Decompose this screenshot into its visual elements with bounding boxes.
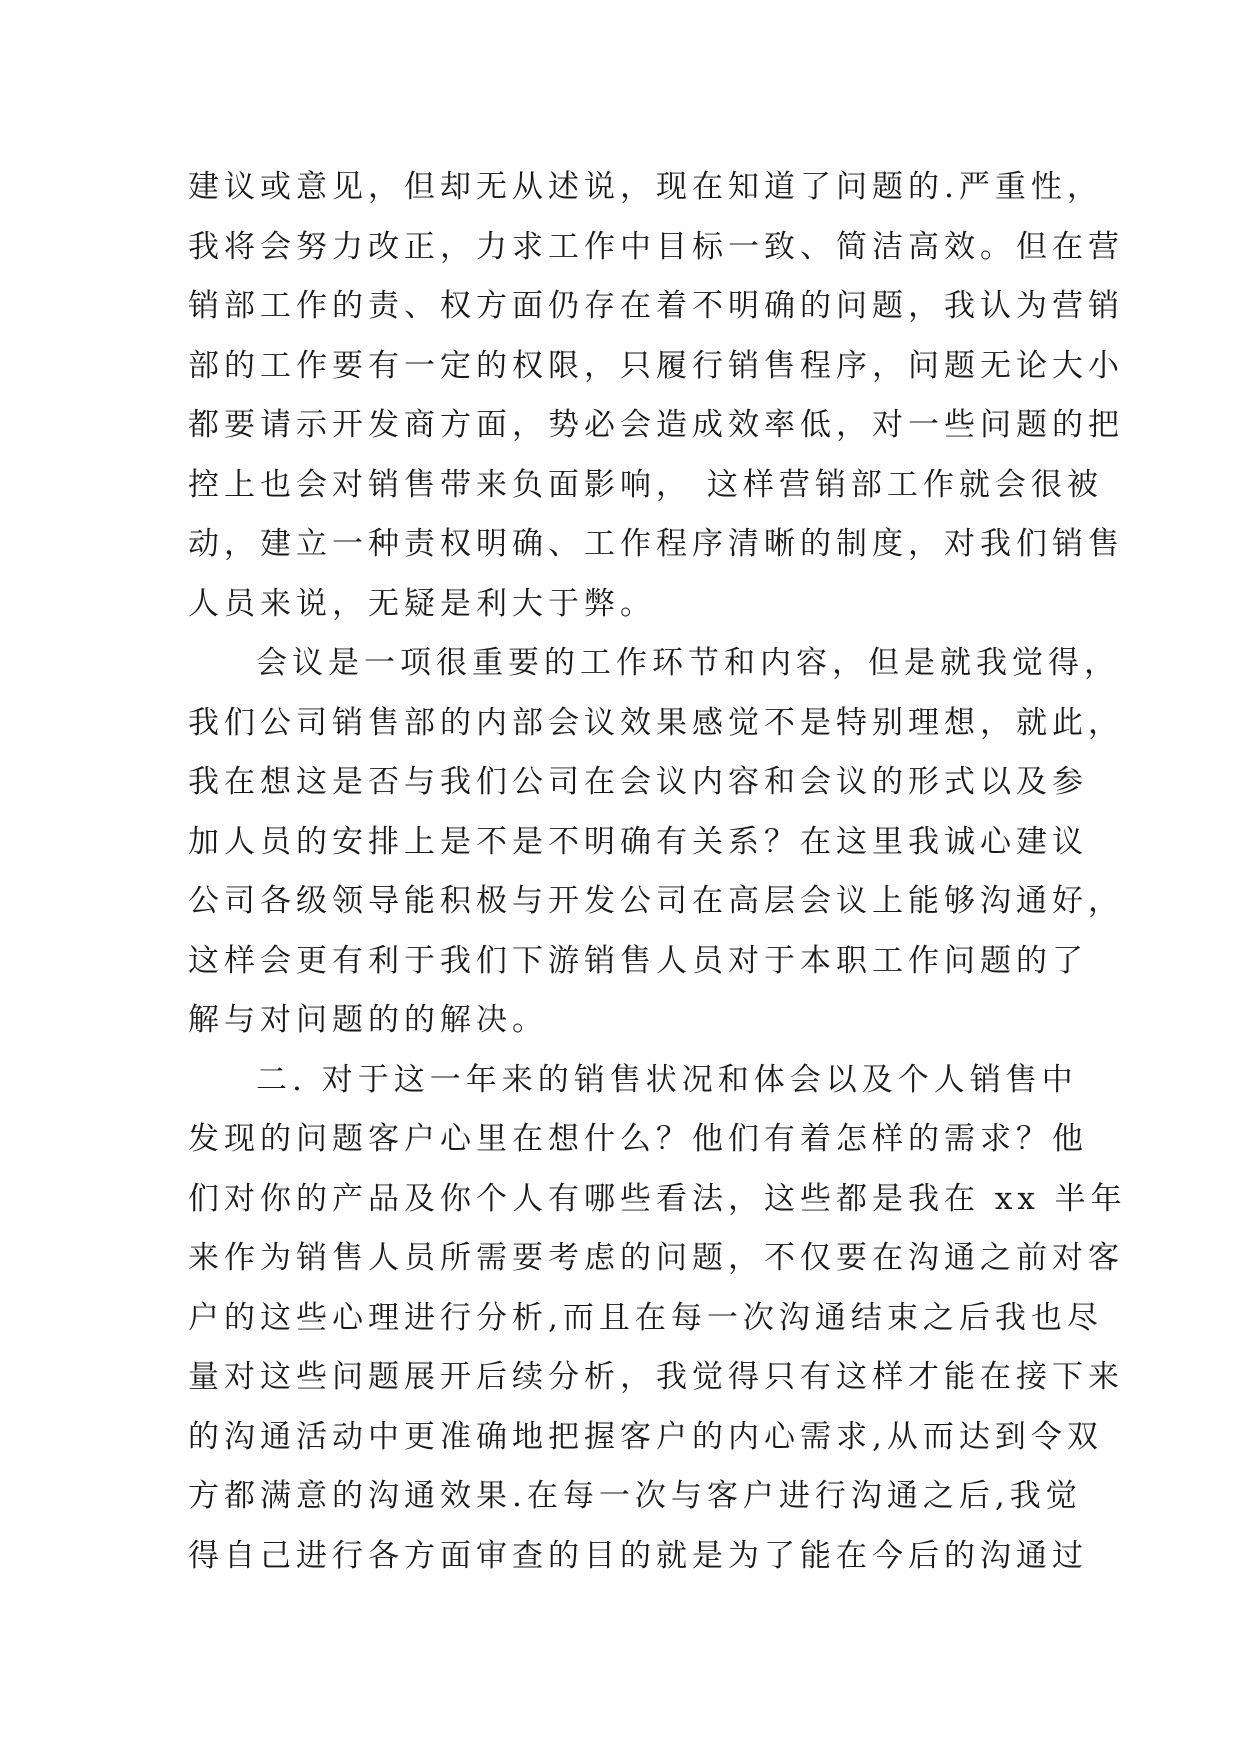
text-line: 公司各级领导能积极与开发公司在高层会议上能够沟通好， — [188, 883, 1124, 919]
text-line: 的沟通活动中更准确地把握客户的内心需求,从而达到令双 — [188, 1418, 1103, 1455]
text-line: 解与对问题的的解决。 — [188, 1002, 548, 1038]
text-line: 部的工作要有一定的权限，只履行销售程序，问题无论大小 — [188, 347, 1124, 384]
text-line: 销部工作的责、权方面仍存在着不明确的问题，我认为营销 — [188, 288, 1124, 324]
text-line: 加人员的安排上是不是不明确有关系？在这里我诚心建议 — [188, 823, 1088, 860]
text-line: 我将会努力改正，力求工作中目标一致、简洁高效。但在营 — [188, 228, 1124, 265]
text-line: 户的这些心理进行分析,而且在每一次沟通结束之后我也尽 — [188, 1299, 1103, 1336]
section-heading-line: 二. 对于这一年来的销售状况和体会以及个人销售中 — [256, 1061, 1078, 1098]
text-line: 得自己进行各方面审查的目的就是为了能在今后的沟通过 — [188, 1537, 1088, 1574]
text-line: 来作为销售人员所需要考虑的问题，不仅要在沟通之前对客 — [188, 1240, 1124, 1276]
paragraph-start-line: 会议是一项很重要的工作环节和内容，但是就我觉得， — [256, 645, 1120, 681]
text-line: 发现的问题客户心里在想什么？他们有着怎样的需求？他 — [188, 1121, 1088, 1157]
text-line: 这样会更有利于我们下游销售人员对于本职工作问题的了 — [188, 942, 1088, 979]
body-text — [188, 158, 1127, 1586]
text-line: 我在想这是否与我们公司在会议内容和会议的形式以及参 — [188, 764, 1088, 800]
text-line: 们对你的产品及你个人有哪些看法，这些都是我在 xx 半年 — [188, 1180, 1127, 1217]
text-line: 量对这些问题展开后续分析，我觉得只有这样才能在接下来 — [188, 1359, 1124, 1395]
text-line: 我们公司销售部的内部会议效果感觉不是特别理想，就此， — [188, 704, 1124, 741]
text-line: 人员来说，无疑是利大于弊。 — [188, 585, 656, 622]
text-line: 动，建立一种责权明确、工作程序清晰的制度，对我们销售 — [188, 526, 1124, 562]
text-line: 控上也会对销售带来负面影响， 这样营销部工作就会很被 — [188, 466, 1103, 503]
text-line: 建议或意见，但却无从述说，现在知道了问题的.严重性， — [188, 169, 1103, 205]
text-line: 都要请示开发商方面，势必会造成效率低，对一些问题的把 — [188, 407, 1124, 443]
text-line: 方都满意的沟通效果.在每一次与客户进行沟通之后,我觉 — [188, 1478, 1082, 1514]
